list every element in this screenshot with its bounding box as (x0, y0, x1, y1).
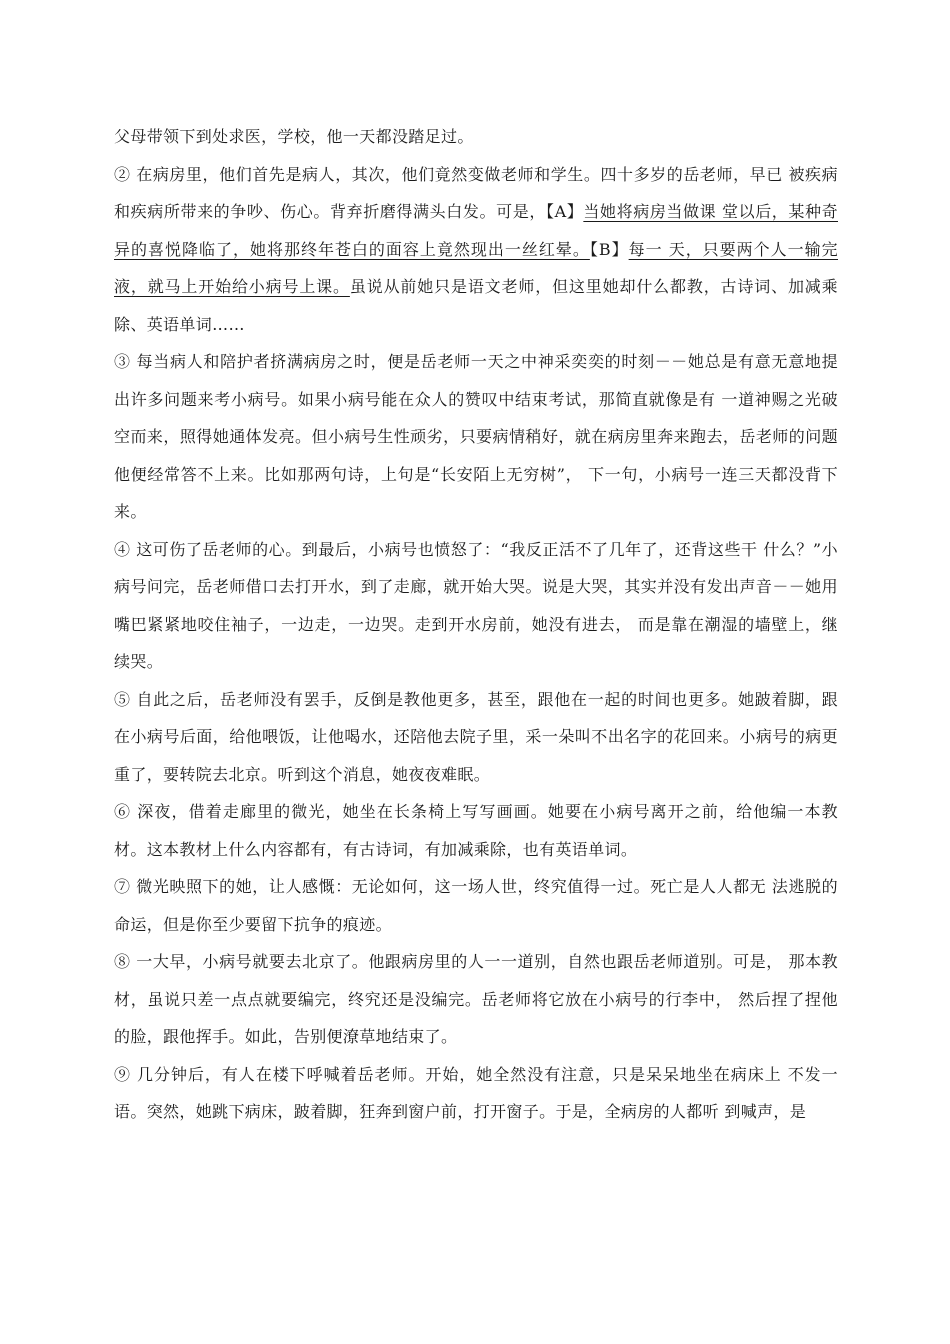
paragraph-6: ⑥ 深夜，借着走廊里的微光，她坐在长条椅上写写画画。她要在小病号离开之前，给他编一本教材。这本教材上什么内容都有，有古诗词，有加减乘除，也有英语单词。 (114, 802, 838, 859)
paragraph-5: ⑤ 自此之后，岳老师没有罢手，反倒是教他更多，甚至，跟他在一起的时间也更多。她跛着脚，跟在小病号后面，给他喂饭，让他喝水，还陪他去院子里，采一朵叫不出名字的花回来。小病号的病更重了，要转院去北京。听到这个消息，她夜夜难眠。 (114, 689, 838, 784)
paragraph-2 (114, 156, 838, 344)
paragraph-1: 父母带领下到处求医，学校，他一天都没踏足过。 (114, 127, 474, 146)
paragraph-9: ⑨ 几分钟后，有人在楼下呼喊着岳老师。开始，她全然没有注意，只是呆呆地坐在病床上 不发一语。突然，她跳下病床，跛着脚，狂奔到窗户前，打开窗子。于是，全病房的人都听 到喊声，是 (114, 1064, 838, 1121)
paragraph-3: ③ 每当病人和陪护者挤满病房之时，便是岳老师一天之中神采奕奕的时刻－－她总是有意无意地提出许多问题来考小病号。如果小病号能在众人的赞叹中结束考试，那简直就像是有 一道神赐之光破空而来，照得她通体发亮。但小病号生性顽劣，只要病情稍好，就在病房里奔来跑去，岳老师的问题他便经常答不上来。比如那两句诗，上句是“长安陌上无穷树”， 下一句，小病号一连三天都没背下来。 (114, 352, 838, 521)
paragraph-4: ④ 这可伤了岳老师的心。到最后，小病号也愤怒了：“我反正活不了几年了，还背这些干 什么？”小病号问完，岳老师借口去打开水，到了走廊，就开始大哭。说是大哭，其实并没有发出声音－－她用嘴巴紧紧地咬住袖子，一边走，一边哭。走到开水房前，她没有进去， 而是靠在潮湿的墙壁上，继续哭。 (114, 539, 838, 671)
label-b: 【B】 (589, 239, 629, 259)
paragraph-2-intro: ② 在病房里，他们首先是病人，其次，他们竟然变做老师和学生。四十多岁的岳老师，早已 被疾病和疾病所带来的争吵、伤心。背弃折磨得满头白发。可是， (114, 164, 838, 221)
paragraph-2-rest: 虽说从前她只是语文老师，但这里她却什么都教，古诗词、加减乘除、英语单词…… (114, 277, 838, 334)
paragraph-7: ⑦ 微光映照下的她，让人感慨：无论如何，这一场人世，终究值得一过。死亡是人人都无 法逃脱的命运，但是你至少要留下抗争的痕迹。 (114, 877, 838, 934)
paragraph-8: ⑧ 一大早，小病号就要去北京了。他跟病房里的人一一道别，自然也跟岳老师道别。可是， 那本教材，虽说只差一点点就要编完，终究还是没编完。岳老师将它放在小病号的行李中， 然后捏了捏他的脸，跟他挥手。如此，告别便潦草地结束了。 (114, 952, 838, 1046)
underlined-sentence-a: 当她将病房当做课 堂以后，某种奇异的喜悦降临了，她将那终年苍白的面容上竟然现出一丝红晕。 (114, 202, 838, 259)
underlined-sentence-b: 每一 天，只要两个人一输完液，就马上开始给小病号上课。 (114, 239, 839, 296)
label-a: 【A】 (545, 202, 584, 221)
